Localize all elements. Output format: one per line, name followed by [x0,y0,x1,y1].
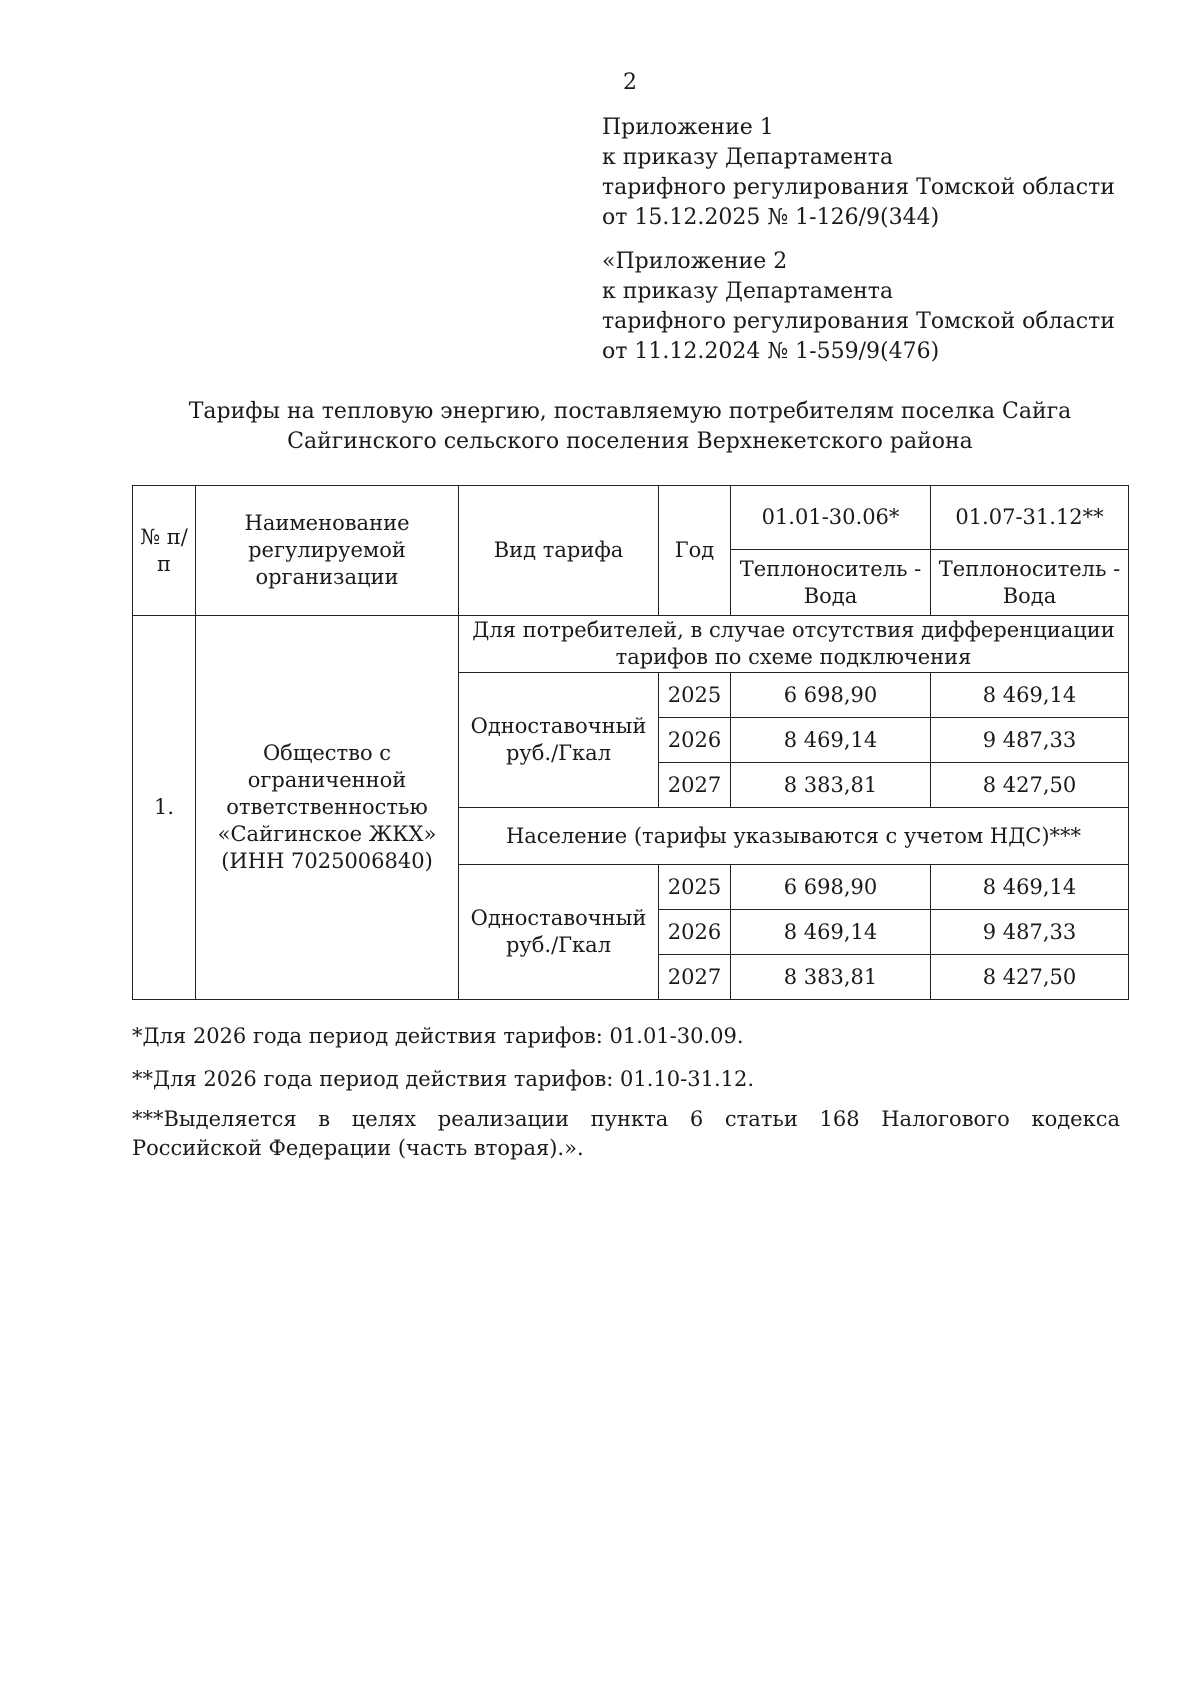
tariff-value-period-2: 8 469,14 [931,865,1129,910]
row-number: 1. [133,616,196,1000]
tariff-value-period-2: 9 487,33 [931,910,1129,955]
document-title [132,397,1128,457]
year-cell: 2026 [659,910,731,955]
footnote-3: ***Выделяется в целях реализации пункта 6 статьи 168 Налогового кодекса Российской Федерации (часть вторая).». [132,1107,1120,1160]
section-label: Население (тарифы указываются с учетом НДС)*** [459,808,1129,865]
year-cell: 2027 [659,955,731,1000]
header-period-2: 01.07-31.12** [931,486,1129,550]
header-period-1: 01.01-30.06* [731,486,931,550]
annex-2-line-4: от 11.12.2024 № 1-559/9(476) [602,339,940,364]
annex-1-header [602,113,1115,233]
tariff-value-period-1: 6 698,90 [731,865,931,910]
tariff-type-cell: Одноставочный руб./Гкал [459,865,659,1000]
year-cell: 2025 [659,865,731,910]
annex-1-line-2: к приказу Департамента [602,145,894,170]
tariff-value-period-2: 9 487,33 [931,718,1129,763]
tariff-value-period-1: 8 469,14 [731,718,931,763]
year-cell: 2027 [659,763,731,808]
year-cell: 2026 [659,718,731,763]
section-label: Для потребителей, в случае отсутствия дифференциации тарифов по схеме подключения [459,616,1129,673]
header-year: Год [659,486,731,616]
tariff-type-cell: Одноставочный руб./Гкал [459,673,659,808]
page-number: 2 [623,70,637,95]
tariff-table [132,485,1129,1000]
tariff-value-period-1: 8 469,14 [731,910,931,955]
annex-1-line-3: тарифного регулирования Томской области [602,175,1115,200]
footnote-1: *Для 2026 года период действия тарифов: 01.01-30.09. [132,1024,744,1048]
annex-1-line-4: от 15.12.2025 № 1-126/9(344) [602,205,940,230]
header-number: № п/п [133,486,196,616]
footnote-2: **Для 2026 года период действия тарифов: 01.10-31.12. [132,1067,755,1091]
header-tariff-type: Вид тарифа [459,486,659,616]
year-cell: 2025 [659,673,731,718]
tariff-value-period-2: 8 427,50 [931,955,1129,1000]
tariff-value-period-1: 8 383,81 [731,955,931,1000]
header-row-top [133,486,1129,550]
title-line-2: Сайгинского сельского поселения Верхнекетского района [287,429,973,454]
tariff-value-period-1: 8 383,81 [731,763,931,808]
annex-2-header [602,247,1115,367]
tariff-value-period-2: 8 469,14 [931,673,1129,718]
annex-2-line-3: тарифного регулирования Томской области [602,309,1115,334]
organization-name: Общество с ограниченной ответственностью «Сайгинское ЖКХ» (ИНН 7025006840) [196,616,459,1000]
annex-2-line-2: к приказу Департамента [602,279,894,304]
section-row [133,616,1129,673]
annex-2-line-1: «Приложение 2 [602,249,788,274]
header-organization: Наименование регулируемой организации [196,486,459,616]
title-line-1: Тарифы на тепловую энергию, поставляемую потребителям поселка Сайга [188,399,1072,424]
tariff-value-period-2: 8 427,50 [931,763,1129,808]
annex-1-line-1: Приложение 1 [602,115,774,140]
tariff-value-period-1: 6 698,90 [731,673,931,718]
header-carrier-2: Теплоноситель - Вода [931,550,1129,616]
header-carrier-1: Теплоноситель - Вода [731,550,931,616]
